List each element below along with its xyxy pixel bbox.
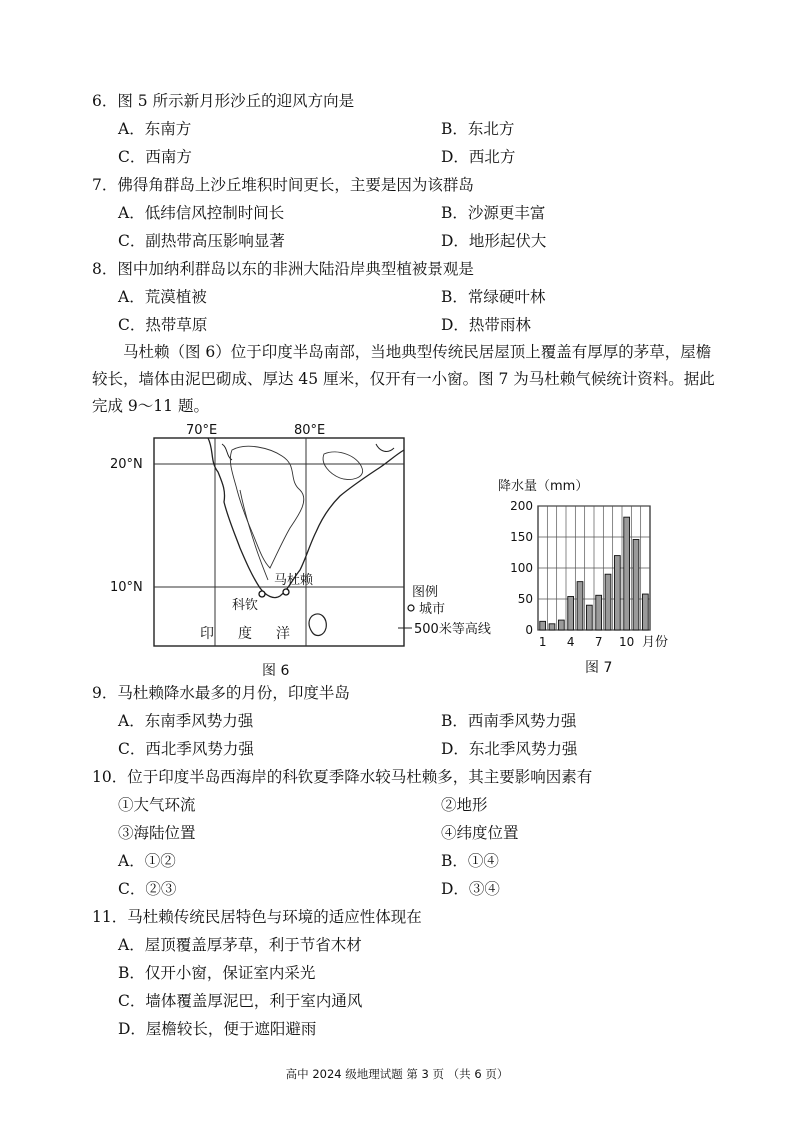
q11-option-d: D．屋檐较长，便于遮阳避雨	[118, 1020, 317, 1038]
city-label-kochi: 科钦	[232, 598, 259, 613]
q10-stem: 10．位于印度半岛西海岸的科钦夏季降水较马杜赖多，其主要影响因素有	[92, 768, 593, 786]
ocean-label-2: 度	[238, 626, 252, 642]
q10-item-4: ④纬度位置	[441, 824, 519, 842]
q8-option-a: A．荒漠植被	[118, 288, 207, 306]
lat-label-10n: 10°N	[110, 580, 143, 595]
q7-option-a: A．低纬信风控制时间长	[118, 204, 285, 222]
q9-stem: 9．马杜赖降水最多的月份，印度半岛	[92, 684, 350, 702]
q8-stem: 8．图中加纳利群岛以东的非洲大陆沿岸典型植被景观是	[92, 260, 474, 278]
precip-bar-month-12	[642, 594, 648, 630]
city-label-madurai: 马杜赖	[274, 573, 314, 588]
precip-bar-month-10	[624, 517, 630, 630]
q9-option-c: C．西北季风势力强	[118, 740, 254, 758]
q7-option-c: C．副热带高压影响显著	[118, 232, 285, 250]
precip-bar-month-3	[558, 620, 564, 630]
precip-bar-month-1	[540, 621, 546, 630]
q6-option-c: C．西南方	[118, 148, 192, 166]
y-tick-label: 150	[510, 530, 533, 544]
x-tick-label: 4	[566, 635, 575, 649]
figure-6-caption: 图 6	[262, 663, 290, 679]
legend-title: 图例	[412, 585, 439, 600]
legend-city-label: 城市	[419, 602, 446, 617]
q8-option-c: C．热带草原	[118, 316, 208, 334]
q7-option-d: D．地形起伏大	[441, 232, 547, 250]
ocean-label-1: 印	[200, 626, 214, 642]
chart-x-label: 月份	[642, 635, 669, 650]
q7-option-b: B．沙源更丰富	[441, 204, 546, 222]
legend-city-icon	[408, 605, 414, 611]
y-tick-label: 200	[510, 499, 533, 513]
chart-y-label: 降水量（mm）	[498, 479, 589, 494]
q10-option-a: A．①②	[118, 852, 176, 870]
precip-bar-month-4	[568, 597, 574, 630]
q9-option-b: B．西南季风势力强	[441, 712, 577, 730]
q6-option-d: D．西北方	[441, 148, 516, 166]
y-tick-label: 100	[510, 561, 533, 575]
q11-option-a: A．屋顶覆盖厚茅草，利于节省木材	[118, 936, 362, 954]
lat-label-20n: 20°N	[110, 457, 143, 472]
contour-east	[323, 452, 363, 480]
q6-stem: 6．图 5 所示新月形沙丘的迎风方向是	[92, 92, 355, 110]
x-tick-label: 10	[619, 635, 635, 649]
q10-option-d: D．③④	[441, 880, 500, 898]
q11-stem: 11．马杜赖传统民居特色与环境的适应性体现在	[92, 908, 422, 926]
passage: 马杜赖（图 6）位于印度半岛南部，当地典型传统民居屋顶上覆盖有厚厚的茅草，屋檐较长，墙体由泥巴砌成、厚达 45 厘米，仅开有一小窗。图 7 为马杜赖气候统计资料。据此完成 9～11 题。	[92, 343, 715, 415]
q11-option-c: C．墙体覆盖厚泥巴，利于室内通风	[118, 992, 363, 1010]
precip-bar-month-7	[596, 595, 602, 630]
figure-7-caption: 图 7	[585, 660, 613, 676]
precip-bar-month-11	[633, 539, 639, 630]
q8-option-b: B．常绿硬叶林	[441, 288, 546, 306]
precip-bar-month-5	[577, 582, 583, 630]
precip-bar-month-6	[586, 605, 592, 630]
sri-lanka	[309, 614, 326, 636]
y-tick-label: 50	[517, 592, 533, 606]
page-footer: 高中 2024 级地理试题 第 3 页 （共 6 页）	[285, 1067, 509, 1081]
precipitation-chart	[494, 474, 694, 654]
q10-item-3: ③海陆位置	[118, 824, 196, 842]
q6-option-a: A．东南方	[118, 120, 192, 138]
q6-option-b: B．东北方	[441, 120, 515, 138]
q7-stem: 7．佛得角群岛上沙丘堆积时间更长，主要是因为该群岛	[92, 176, 474, 194]
map-frame	[154, 438, 404, 646]
x-tick-label: 1	[538, 635, 547, 649]
lon-label-80e: 80°E	[294, 423, 326, 438]
city-marker-kochi	[259, 591, 265, 597]
precip-bar-month-8	[605, 574, 611, 630]
q11-option-b: B．仅开小窗，保证室内采光	[118, 964, 316, 982]
ocean-label-3: 洋	[276, 626, 290, 642]
q9-option-d: D．东北季风势力强	[441, 740, 578, 758]
map-figure-6	[110, 420, 510, 660]
city-marker-madurai	[283, 589, 289, 595]
precip-bar-month-9	[614, 556, 620, 630]
y-tick-label: 0	[525, 623, 533, 637]
legend-contour-label: 500米等高线	[414, 622, 491, 637]
q9-option-a: A．东南季风势力强	[118, 712, 254, 730]
contour-ghats	[240, 490, 268, 580]
precip-bar-month-2	[549, 624, 555, 630]
q10-option-c: C．②③	[118, 880, 177, 898]
q8-option-d: D．热带雨林	[441, 316, 531, 334]
q10-item-2: ②地形	[441, 796, 488, 814]
q10-option-b: B．①④	[441, 852, 499, 870]
x-tick-label: 7	[594, 635, 603, 649]
q10-item-1: ①大气环流	[118, 796, 196, 814]
lon-label-70e: 70°E	[186, 423, 218, 438]
